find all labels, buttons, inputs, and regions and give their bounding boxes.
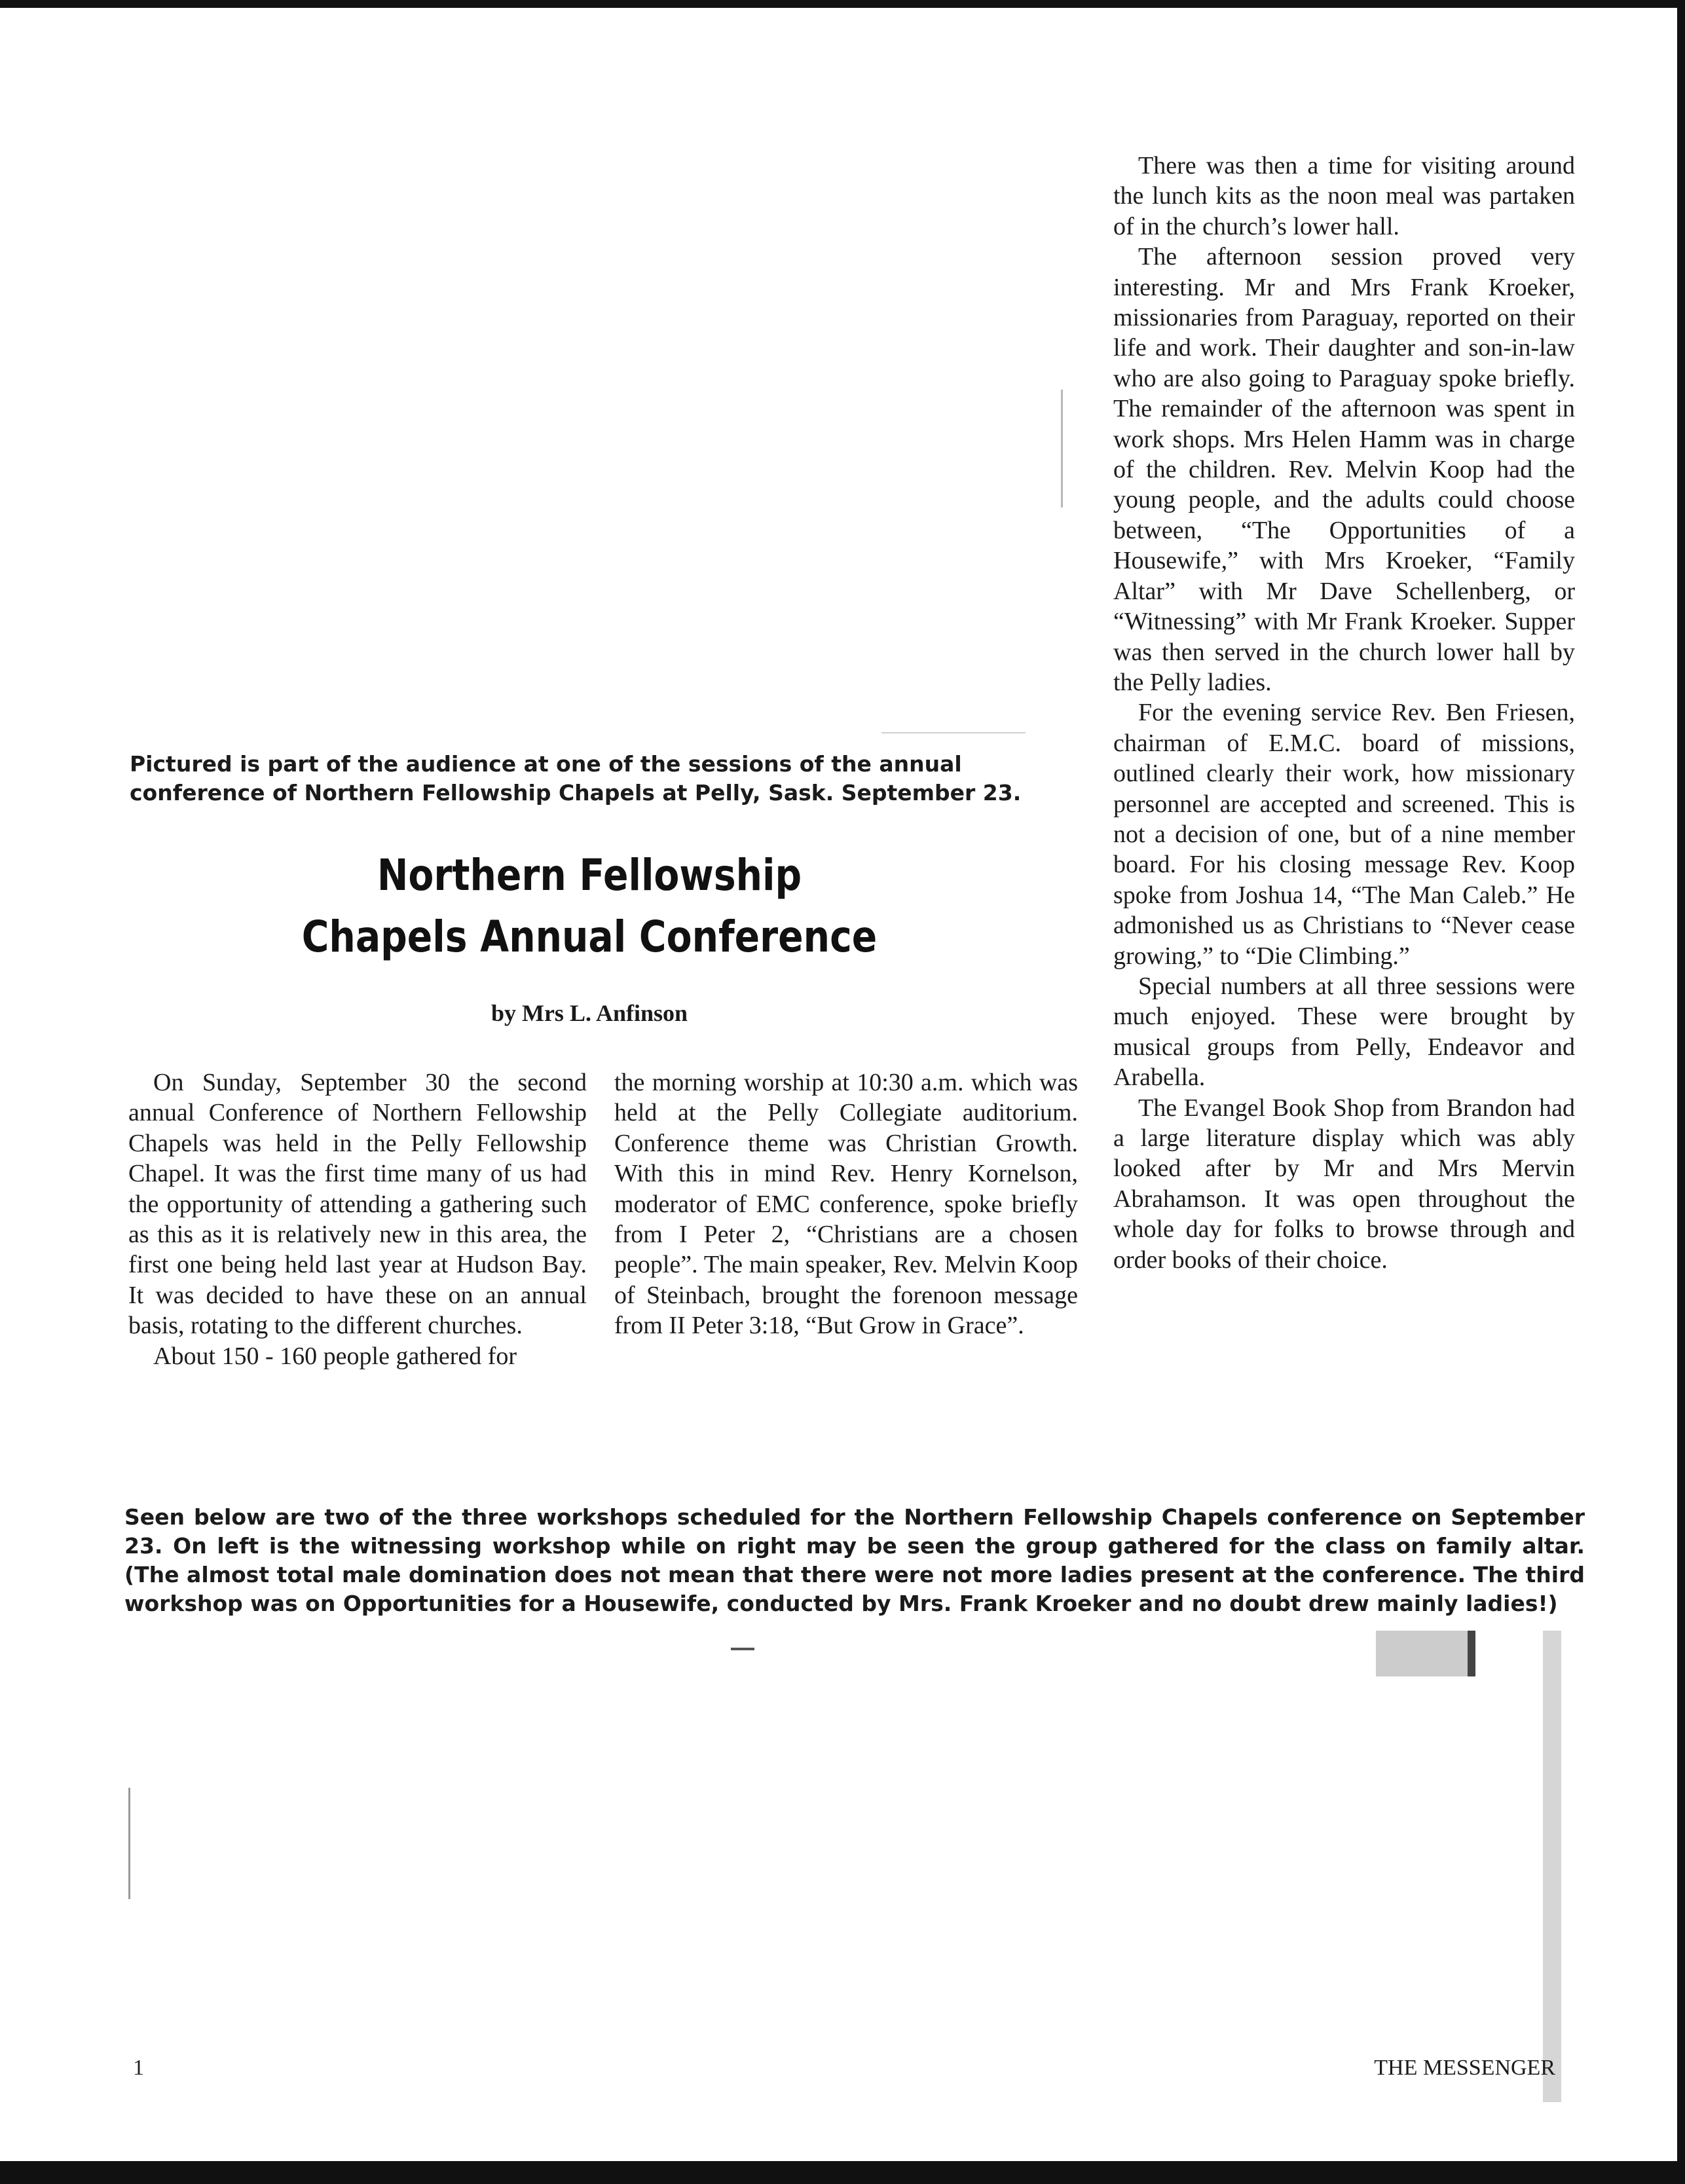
paragraph: Special numbers at all three sessions were much enjoyed. These were brought by musical groups from Pelly, Endeavor and Arabella. — [1113, 972, 1575, 1092]
headline-line-1: Northern Fellowship — [377, 850, 802, 900]
paragraph: On Sunday, September 30 the second annual Conference of Northern Fellowship Chapels was held in the Pelly Fellowship Chapel. It was the first time many of us had the opportunity of attending a gathering such as this as it is relatively new in this area, the first one being held last year at Hudson Bay. It was decided to have these on an annual basis, rotating to the different churches. — [128, 1069, 587, 1340]
article-column-2 — [614, 1067, 1078, 1341]
article-headline — [251, 845, 927, 968]
scan-border-top — [0, 0, 1685, 8]
workshops-photo — [128, 1631, 1556, 2128]
photo-caption-bottom: Seen below are two of the three workshops scheduled for the Northern Fellowship Chapels conference on September 23. On left is the witnessing workshop while on right may be seen the group gathered for the class on family altar. (The almost total male domination does not mean that there were not more ladies present at the conference. The third workshop was on Opportunities for a Housewife, conducted by Mrs. Frank Kroeker and no doubt drew mainly ladies!) — [124, 1504, 1585, 1616]
paragraph: There was then a time for visiting around the lunch kits as the noon meal was partaken of in the church’s lower hall. — [1113, 152, 1575, 240]
photo-edge-mark — [731, 1648, 754, 1650]
photo-edge-mark — [1376, 1631, 1468, 1676]
publication-name: THE MESSENGER — [1374, 2056, 1555, 2080]
paragraph: The afternoon session proved very interesting. Mr and Mrs Frank Kroeker, missionaries from Paraguay, reported on their life and work. Their daughter and son-in-law who are also going to Paraguay spoke briefly. The remainder of the afternoon was spent in work shops. Mrs Helen Hamm was in charge of the children. Rev. Melvin Koop had the young people, and the adults could choose between, “The Opportunities of a Housewife,” with Mrs Kroeker, “Family Altar” with Mr Dave Schellenberg, or “Witnessing” with Mr Frank Kroeker. Supper was then served in the church lower hall by the Pelly ladies. — [1113, 243, 1575, 696]
audience-photo — [128, 147, 1071, 737]
article-column-1 — [128, 1067, 587, 1371]
paragraph: For the evening service Rev. Ben Friesen, chairman of E.M.C. board of missions, outlined clearly their work, how missionary personnel are accepted and screened. This is not a decision of one, but of a nine member board. For his closing message Rev. Koop spoke from Joshua 14, “The Man Caleb.” He admonished us as Christians to “Never cease growing,” to “Die Climbing.” — [1113, 699, 1575, 970]
photo-edge-mark — [881, 732, 1026, 733]
photo-edge-mark — [128, 1788, 130, 1899]
page-number: 1 — [133, 2056, 144, 2080]
photo-caption-top: Pictured is part of the audience at one of the sessions of the annual conference of Northern Fellowship Chapels at Pelly, Sask. September 23. — [130, 751, 1022, 805]
photo-edge-mark — [1061, 390, 1063, 508]
scan-border-bottom — [0, 2161, 1685, 2184]
photo-edge-mark — [1468, 1631, 1475, 1676]
paragraph: The Evangel Book Shop from Brandon had a large literature display which was ably looked after by Mr and Mrs Mervin Abrahamson. It was open throughout the whole day for folks to browse through and order books of their choice. — [1113, 1094, 1575, 1274]
paragraph: the morning worship at 10:30 a.m. which was held at the Pelly Collegiate auditorium. Conference theme was Christian Growth. With this in mind Rev. Henry Kornelson, moderator of EMC conference, spoke briefly from I Peter 2, “Christians are a chosen people”. The main speaker, Rev. Melvin Koop of Steinbach, brought the forenoon message from II Peter 3:18, “But Grow in Grace”. — [614, 1069, 1078, 1340]
article-byline: by Mrs L. Anfinson — [491, 1000, 688, 1026]
article-column-3 — [1113, 151, 1575, 1275]
photo-edge-mark — [1543, 1631, 1561, 2102]
scan-border-right — [1677, 0, 1685, 2184]
paragraph: About 150 - 160 people gathered for — [153, 1342, 517, 1370]
headline-line-2: Chapels Annual Conference — [301, 912, 878, 962]
